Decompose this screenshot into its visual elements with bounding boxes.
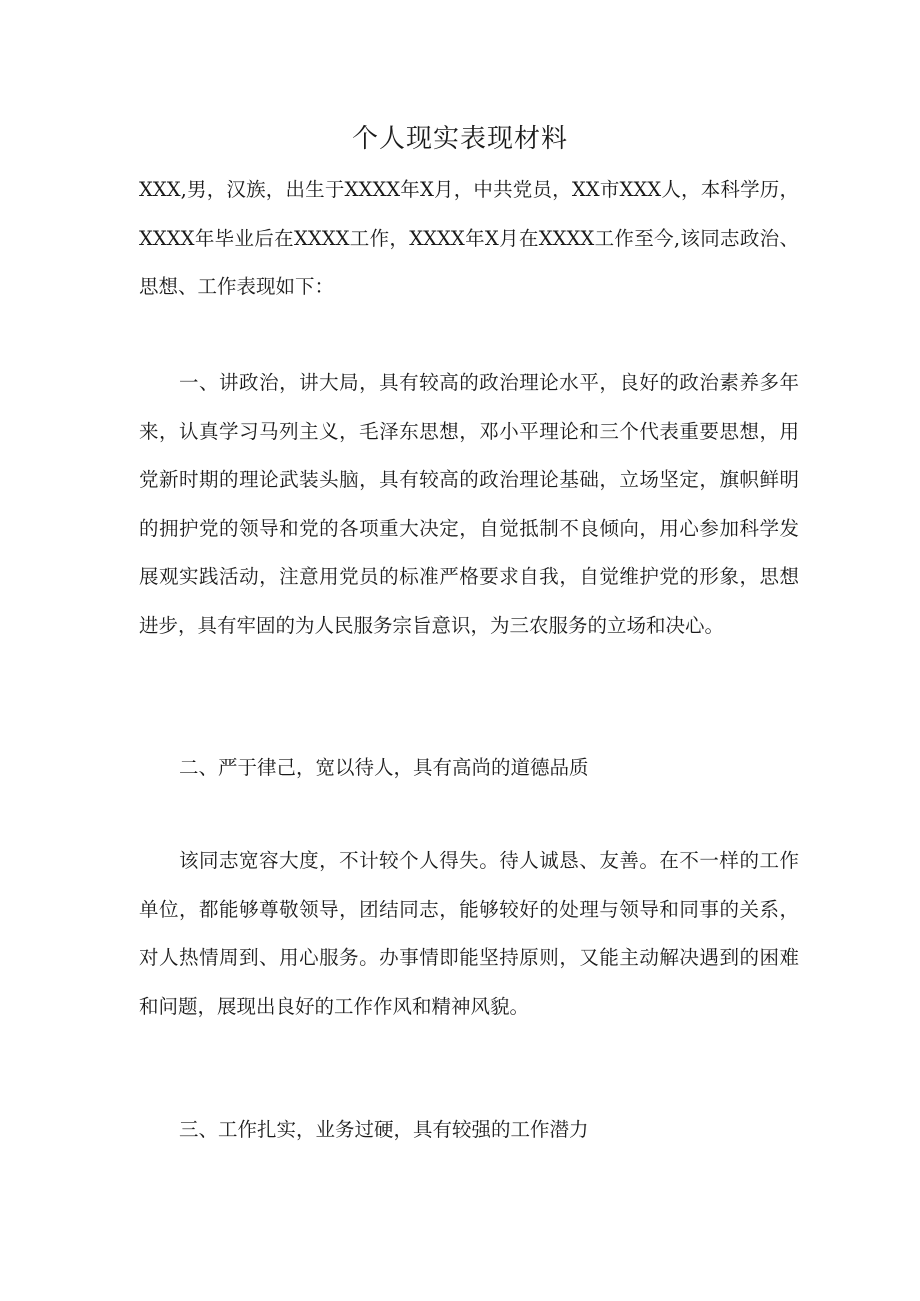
section-1-paragraph: 一、讲政治，讲大局，具有较高的政治理论水平，良好的政治素养多年来，认真学习马列主义，毛泽东思想，邓小平理论和三个代表重要思想，用党新时期的理论武装头脑，具有较高的政治理论基础，立场坚定，旗帜鲜明的拥护党的领导和党的各项重大决定，自觉抵制不良倾向，用心参加科学发展观实践活动，注意用党员的标准严格要求自我，自觉维护党的形象，思想进步，具有牢固的为人民服务宗旨意识，为三农服务的立场和决心。: [139, 371, 799, 637]
document-title: 个人现实表现材料: [351, 124, 568, 154]
section-2-body: [139, 837, 799, 1031]
section-2-heading: 二、严于律己，宽以待人，具有高尚的道德品质: [179, 756, 589, 779]
section-3-heading-block: [139, 1106, 799, 1155]
section-2-paragraph: 该同志宽容大度，不计较个人得失。待人诚恳、友善。在不一样的工作单位，都能够尊敬领导，团结同志，能够较好的处理与领导和同事的关系，对人热情周到、用心服务。办事情即能坚持原则，又能主动解决遇到的困难和问题，展现出良好的工作作风和精神风貌。: [139, 849, 799, 1018]
intro-paragraph: [139, 166, 799, 312]
section-2-heading-block: [139, 744, 799, 793]
section-3-heading: 三、工作扎实，业务过硬，具有较强的工作潜力: [179, 1118, 589, 1141]
intro-text: XXX,男，汉族，出生于XXXX年X月，中共党员，XX市XXX人，本科学历，XXXX年毕业后在XXXX工作，XXXX年X月在XXXX工作至今,该同志政治、思想、工作表现如下：: [139, 178, 799, 298]
section-1: [139, 359, 799, 650]
